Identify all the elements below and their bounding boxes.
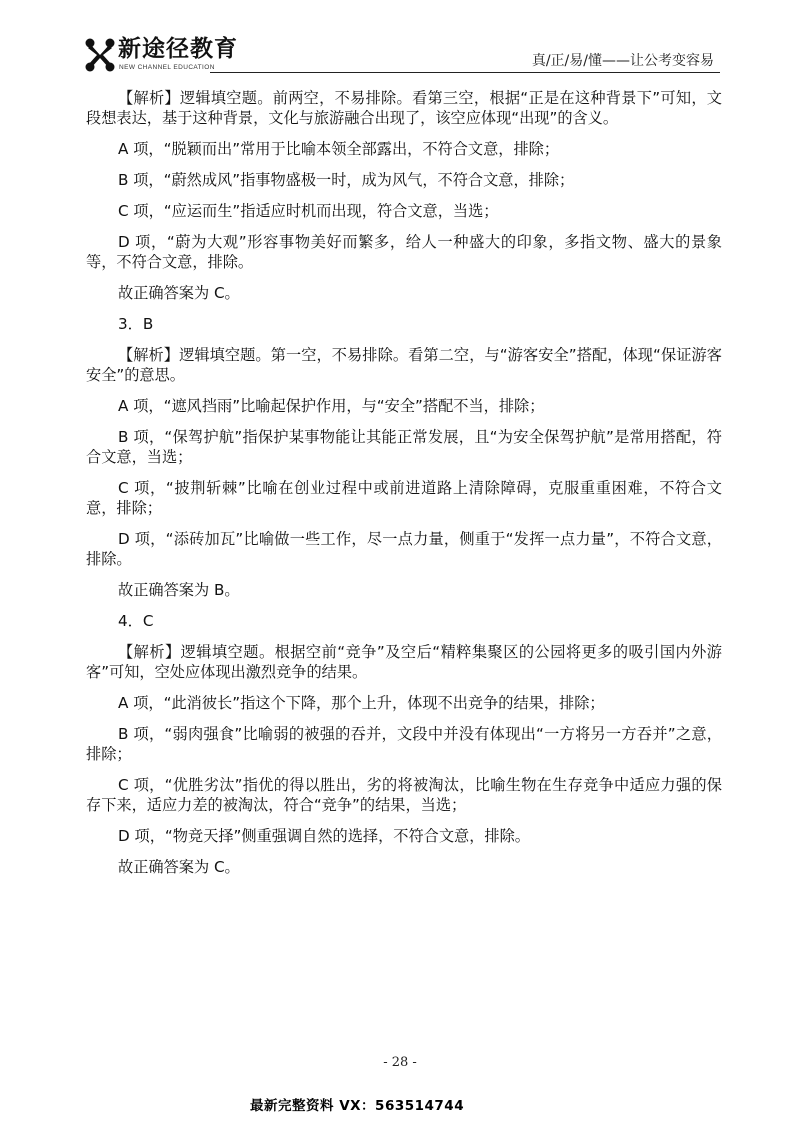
logo-subtitle: NEW CHANNEL EDUCATION <box>119 64 215 71</box>
option-d: D 项，“蔚为大观”形容事物美好而繁多，给人一种盛大的印象，多指文物、盛大的景象等，不符合文意，排除。 <box>86 233 722 271</box>
document-body <box>86 88 722 888</box>
page-header <box>0 0 800 80</box>
option-c: C 项，“披荆斩棘”比喻在创业过程中或前进道路上清除障碍，克服重重困难，不符合文意，排除； <box>86 479 722 517</box>
question-number: 3．B <box>118 315 154 333</box>
option-a: A 项，“遮风挡雨”比喻起保护作用，与“安全”搭配不当，排除； <box>118 397 545 415</box>
analysis-paragraph: 【解析】逻辑填空题。根据空前“竞争”及空后“精粹集聚区的公园将更多的吸引国内外游客”可知，空处应体现出激烈竞争的结果。 <box>86 643 722 681</box>
option-c: C 项，“优胜劣汰”指优的得以胜出，劣的将被淘汰，比喻生物在生存竞争中适应力强的保存下来，适应力差的被淘汰，符合“竞争”的结果，当选； <box>86 776 722 814</box>
option-a: A 项，“脱颖而出”常用于比喻本领全部露出，不符合文意，排除； <box>118 140 560 158</box>
answer-line: 故正确答案为 C。 <box>118 284 240 302</box>
logo-x-icon <box>84 38 116 72</box>
question-number: 4．C <box>118 612 154 630</box>
footer-note: 最新完整资料 VX：563514744 <box>250 1098 465 1114</box>
logo-text: 新途径教育 <box>118 36 238 62</box>
analysis-paragraph: 【解析】逻辑填空题。前两空，不易排除。看第三空，根据“正是在这种背景下”可知，文段想表达，基于这种背景，文化与旅游融合出现了，该空应体现“出现”的含义。 <box>86 89 722 127</box>
option-d: D 项，“添砖加瓦”比喻做一些工作，尽一点力量，侧重于“发挥一点力量”，不符合文意，排除。 <box>86 530 722 568</box>
header-divider <box>210 72 720 73</box>
option-b: B 项，“蔚然成风”指事物盛极一时，成为风气，不符合文意，排除； <box>118 171 575 189</box>
analysis-paragraph: 【解析】逻辑填空题。第一空，不易排除。看第二空，与“游客安全”搭配，体现“保证游客安全”的意思。 <box>86 346 722 384</box>
option-b: B 项，“弱肉强食”比喻弱的被强的吞并，文段中并没有体现出“一方将另一方吞并”之意，排除； <box>86 725 722 763</box>
option-d: D 项，“物竞天择”侧重强调自然的选择，不符合文意，排除。 <box>118 827 530 845</box>
option-a: A 项，“此消彼长”指这个下降，那个上升，体现不出竞争的结果，排除； <box>118 694 605 712</box>
answer-line: 故正确答案为 B。 <box>118 581 240 599</box>
option-b: B 项，“保驾护航”指保护某事物能让其能正常发展，且“为安全保驾护航”是常用搭配，符合文意，当选； <box>86 428 722 466</box>
header-slogan: 真/正/易/懂——让公考变容易 <box>531 53 714 69</box>
page-number: - 28 - <box>383 1055 417 1070</box>
option-c: C 项，“应运而生”指适应时机而出现，符合文意，当选； <box>118 202 499 220</box>
answer-line: 故正确答案为 C。 <box>118 858 240 876</box>
